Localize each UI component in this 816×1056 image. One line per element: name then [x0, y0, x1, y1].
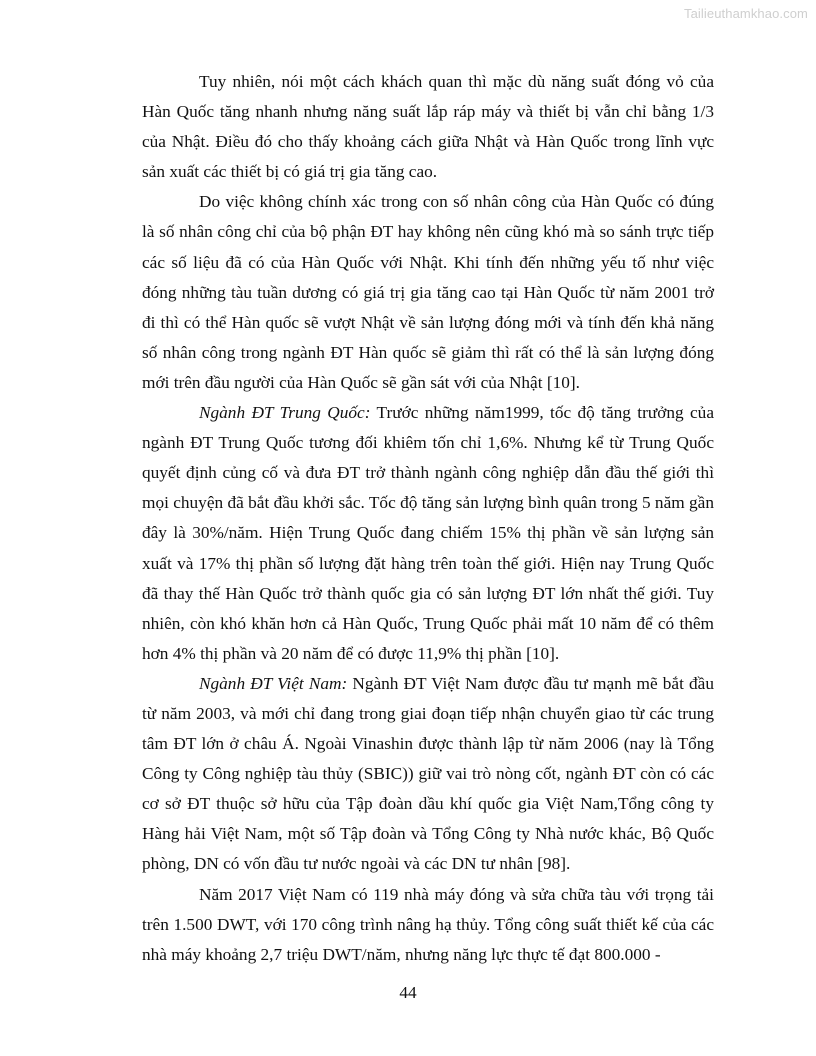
- watermark: Tailieuthamkhao.com: [683, 6, 808, 21]
- paragraph-korea-productivity: [142, 67, 714, 187]
- paragraph-korea-labor: [142, 187, 714, 398]
- paragraph-text: Ngành ĐT Việt Nam được đầu tư mạnh mẽ bắt đầu từ năm 2003, và mới chỉ đang trong giai đoạn tiếp nhận chuyển giao từ các trung tâm ĐT lớn ở châu Á. Ngoài Vinashin được thành lập từ năm 2006 (nay là Tổng Công ty Công nghiệp tàu thủy (SBIC)) giữ vai trò nòng cốt, ngành ĐT còn có các cơ sở ĐT thuộc sở hữu của Tập đoàn dầu khí quốc gia Việt Nam,Tổng công ty Hàng hải Việt Nam, một số Tập đoàn và Tổng Công ty Nhà nước khác, Bộ Quốc phòng, DN có vốn đầu tư nước ngoài và các DN tư nhân [98].: [142, 673, 714, 874]
- paragraph-text: Tuy nhiên, nói một cách khách quan thì mặc dù năng suất đóng vỏ của Hàn Quốc tăng nhanh nhưng năng suất lắp ráp máy và thiết bị vẫn chỉ bằng 1/3 của Nhật. Điều đó cho thấy khoảng cách giữa Nhật và Hàn Quốc trong lĩnh vực sản xuất các thiết bị có giá trị gia tăng cao.: [142, 72, 714, 182]
- document-body: [142, 67, 714, 970]
- paragraph-vietnam-2017: [142, 880, 714, 970]
- page-number: 44: [399, 983, 417, 1002]
- paragraph-lead-italic: Ngành ĐT Việt Nam:: [199, 673, 348, 693]
- paragraph-text: Trước những năm1999, tốc độ tăng trưởng của ngành ĐT Trung Quốc tương đối khiêm tốn chỉ 1,6%. Nhưng kể từ Trung Quốc quyết định củng cố và đưa ĐT trở thành ngành công nghiệp dẫn đầu thế giới thì mọi chuyện đã bắt đầu khởi sắc. Tốc độ tăng sản lượng bình quân trong 5 năm gần đây là 30%/năm. Hiện Trung Quốc đang chiếm 15% thị phần về sản lượng sản xuất và 17% thị phần số lượng đặt hàng trên toàn thế giới. Hiện nay Trung Quốc đã thay thế Hàn Quốc trở thành quốc gia có sản lượng ĐT lớn nhất thế giới. Tuy nhiên, còn khó khăn hơn cả Hàn Quốc, Trung Quốc phải mất 10 năm để có thêm hơn 4% thị phần và 20 năm để có được 11,9% thị phần [10].: [142, 403, 714, 663]
- paragraph-text: Năm 2017 Việt Nam có 119 nhà máy đóng và sửa chữa tàu với trọng tải trên 1.500 DWT, với 170 công trình nâng hạ thủy. Tổng công suất thiết kế của các nhà máy khoảng 2,7 triệu DWT/năm, nhưng năng lực thực tế đạt 800.000 -: [142, 884, 714, 964]
- paragraph-text: Do việc không chính xác trong con số nhân công của Hàn Quốc có đúng là số nhân công chỉ của bộ phận ĐT hay không nên cũng khó mà so sánh trực tiếp các số liệu đã có của Hàn Quốc với Nhật. Khi tính đến những yếu tố như việc đóng những tàu tuần dương có giá trị gia tăng cao tại Hàn Quốc từ năm 2001 trở đi thì có thể Hàn quốc sẽ vượt Nhật về sản lượng đóng mới và tính đến khả năng số nhân công trong ngành ĐT Hàn quốc sẽ giảm thì rất có thể là sản lượng đóng mới trên đầu người của Hàn Quốc sẽ gần sát với của Nhật [10].: [142, 192, 714, 392]
- paragraph-china-shipbuilding: [142, 398, 714, 669]
- paragraph-vietnam-shipbuilding: [142, 669, 714, 880]
- paragraph-lead-italic: Ngành ĐT Trung Quốc:: [199, 403, 371, 423]
